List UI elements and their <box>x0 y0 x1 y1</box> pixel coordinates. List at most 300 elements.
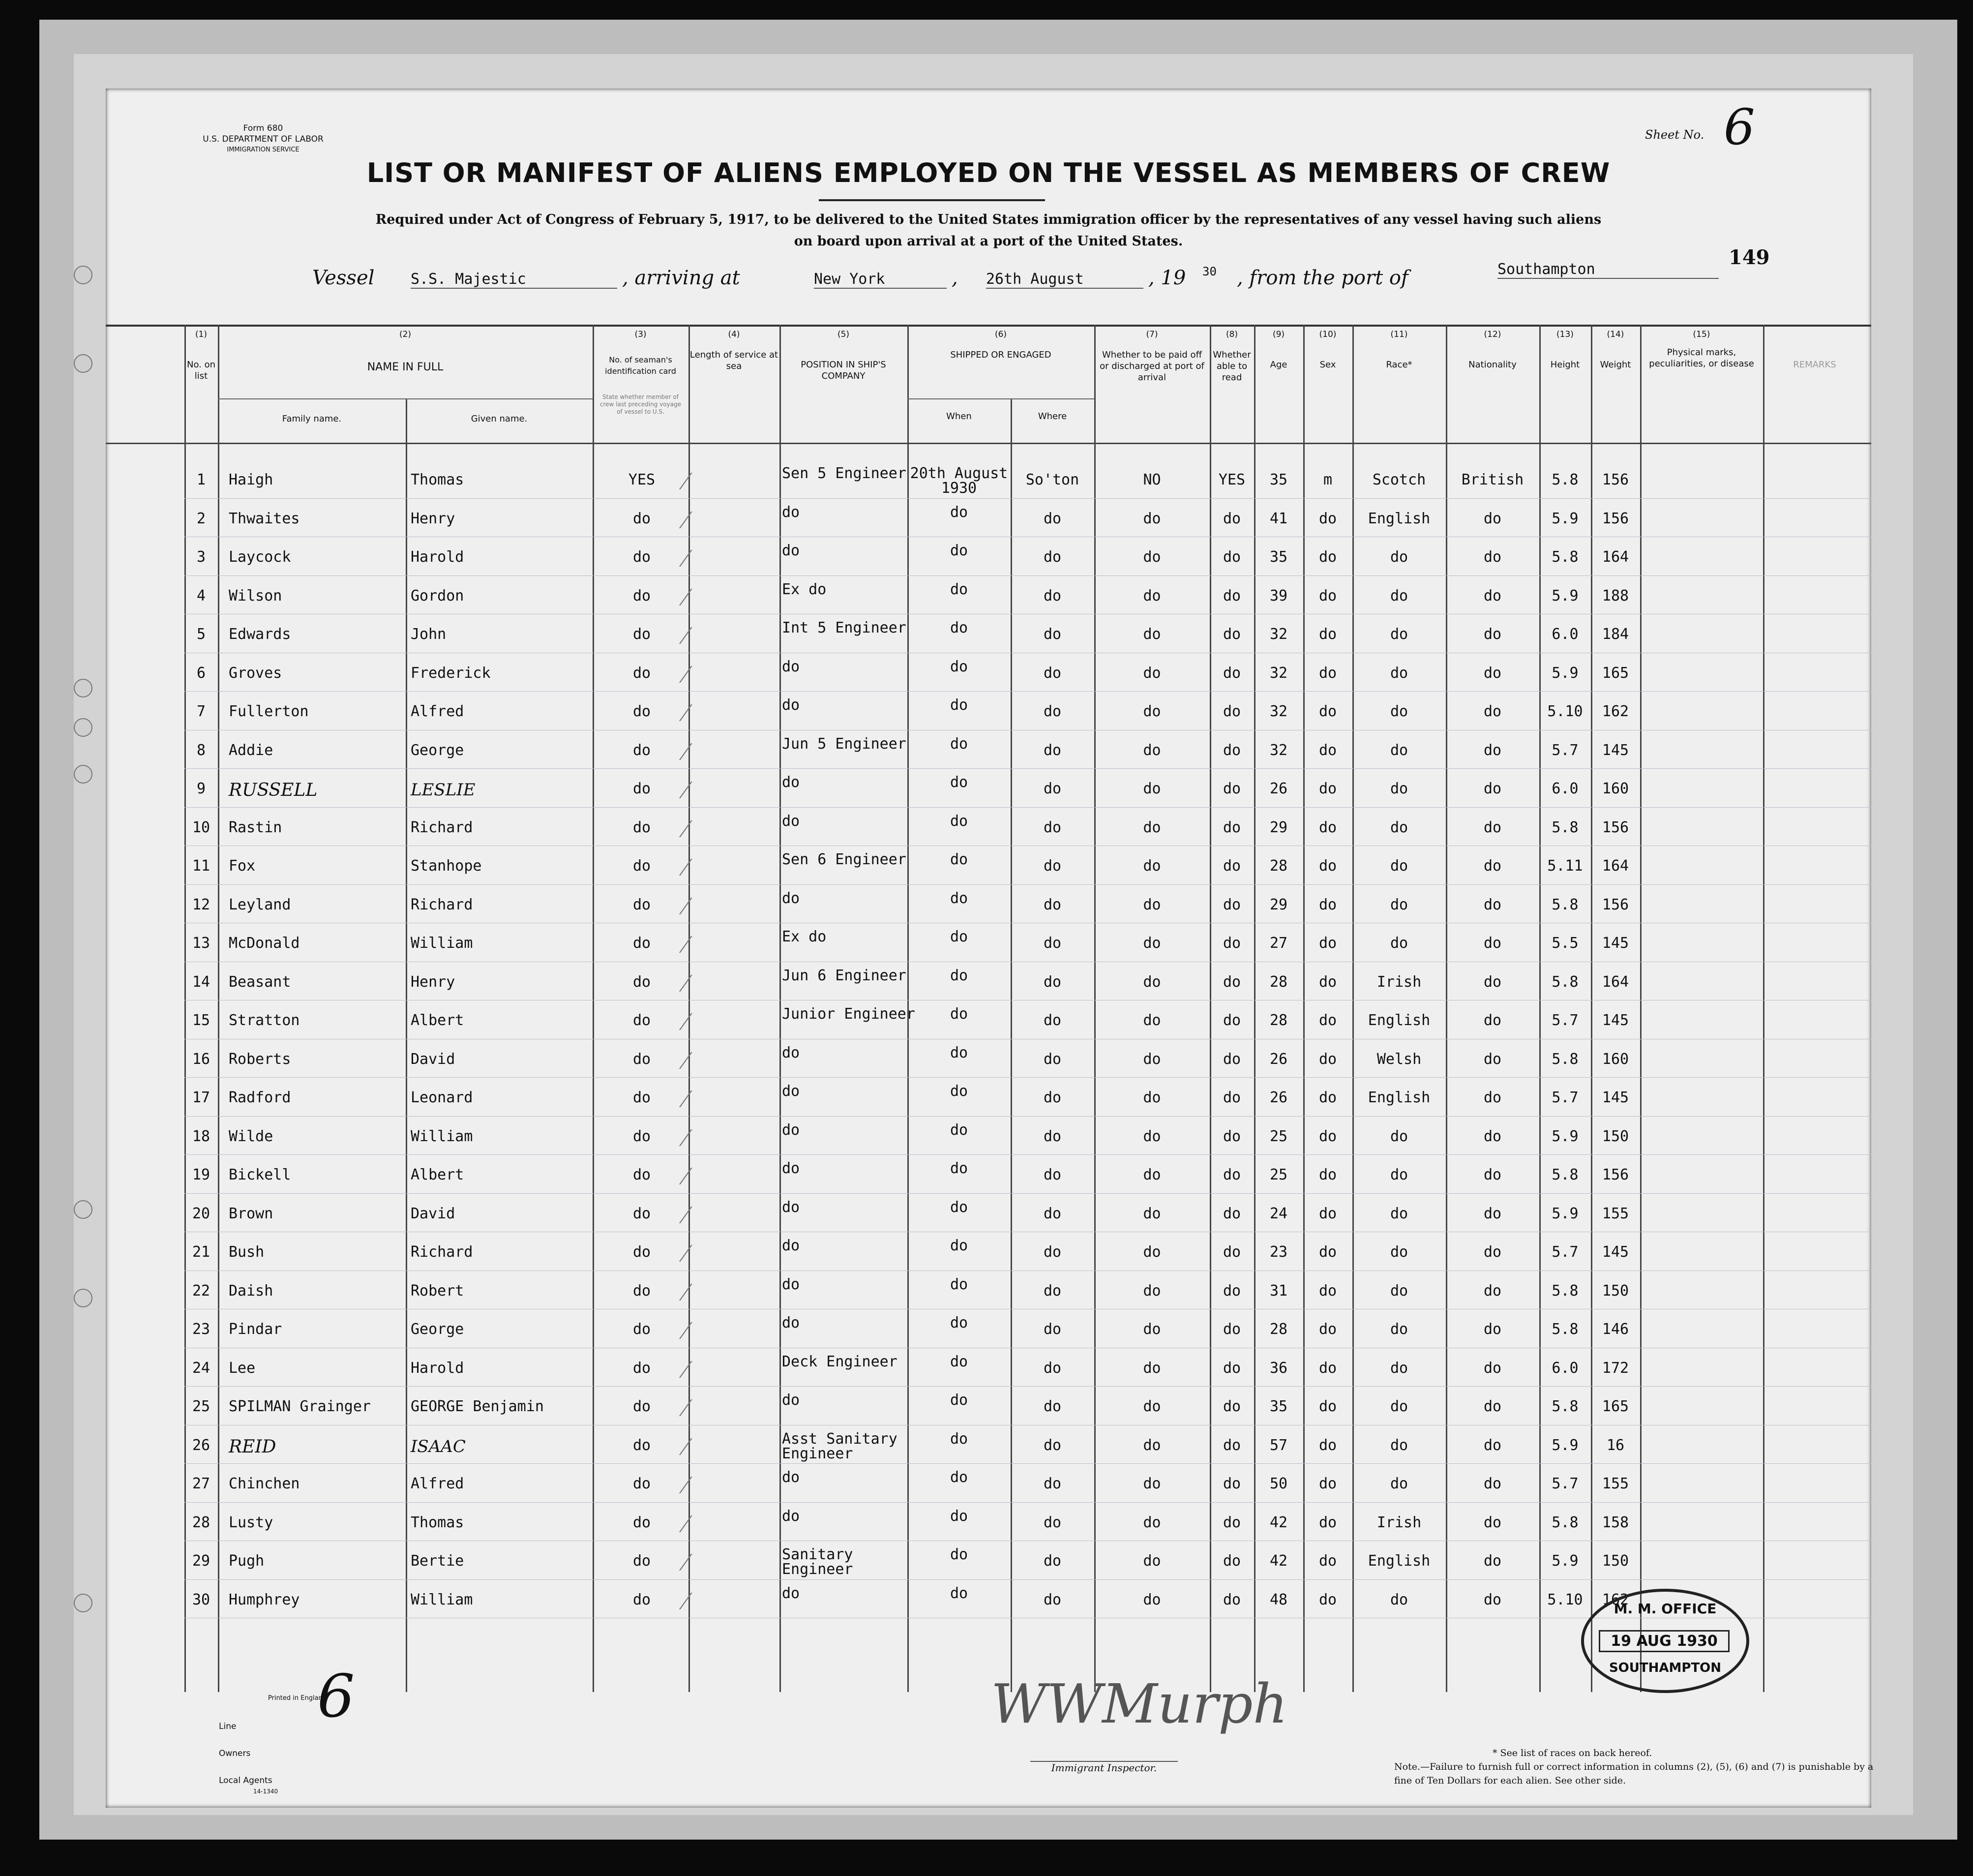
check-mark-icon: ⁄ <box>684 1431 688 1461</box>
header-position: POSITION IN SHIP'S COMPANY <box>801 360 886 381</box>
cell-when: do <box>950 1507 968 1525</box>
cell-given: Harold <box>411 548 464 566</box>
check-mark-icon: ⁄ <box>684 852 688 882</box>
cell-position: do <box>782 1198 800 1216</box>
check-mark-icon: ⁄ <box>684 698 688 727</box>
row-rule <box>184 1154 1871 1155</box>
cell-race: do <box>1390 1436 1408 1454</box>
comma: , <box>952 267 958 289</box>
cell-where: do <box>1043 1089 1062 1106</box>
cell-sex: do <box>1318 1591 1337 1608</box>
cell-given: Harold <box>411 1359 464 1377</box>
cell-paid: do <box>1143 1089 1161 1106</box>
cell-position: do <box>782 1469 800 1486</box>
row-rule <box>184 1193 1871 1194</box>
cell-position: do <box>782 1314 800 1331</box>
cell-sex: do <box>1318 1205 1337 1222</box>
cell-no: 11 <box>192 857 210 875</box>
cell-no: 18 <box>192 1127 210 1145</box>
cell-read: do <box>1223 548 1241 566</box>
cell-weight: 145 <box>1602 1243 1629 1261</box>
cell-weight: 150 <box>1602 1552 1629 1570</box>
footer-owners: Owners <box>219 1749 251 1758</box>
cell-race: Welsh <box>1376 1050 1422 1068</box>
cell-paid: do <box>1143 741 1161 759</box>
cell-given: GEORGE Benjamin <box>411 1398 544 1415</box>
cell-age: 24 <box>1269 1205 1288 1222</box>
cell-weight: 145 <box>1602 1089 1629 1106</box>
cell-when: do <box>950 1469 968 1486</box>
cell-family: Daish <box>229 1282 273 1300</box>
header-age: Age <box>1270 360 1287 370</box>
cell-family: Bickell <box>229 1166 291 1183</box>
header-card-note: State whether member of crew last preceding voyage of vessel to U.S. <box>599 393 682 415</box>
cell-given: William <box>411 1591 473 1608</box>
cell-given: Alfred <box>411 1475 464 1492</box>
cell-position: do <box>782 1044 800 1061</box>
cell-when: do <box>950 1044 968 1061</box>
cell-given: Richard <box>411 818 473 836</box>
check-mark-icon: ⁄ <box>684 1007 688 1036</box>
bottom-mark: 6 <box>317 1663 355 1731</box>
cell-when: do <box>950 1083 968 1100</box>
cell-where: do <box>1043 1513 1062 1531</box>
arriving-label: , arriving at <box>622 267 740 289</box>
cell-read: do <box>1223 1205 1241 1222</box>
cell-nationality: do <box>1483 818 1502 836</box>
cell-where: do <box>1043 587 1062 605</box>
cell-paid: do <box>1143 780 1161 797</box>
cell-where: do <box>1043 1012 1062 1029</box>
cell-when: do <box>950 696 968 714</box>
cell-paid: do <box>1143 935 1161 952</box>
cell-race: do <box>1390 1359 1408 1377</box>
cell-paid: do <box>1143 973 1161 991</box>
cell-where: do <box>1043 1050 1062 1068</box>
cell-nationality: do <box>1483 1205 1502 1222</box>
cell-position: Ex do <box>782 580 827 598</box>
cell-age: 39 <box>1269 587 1288 605</box>
cell-when: do <box>950 619 968 636</box>
cell-sex: do <box>1318 626 1337 643</box>
colnum: (11) <box>1390 330 1408 339</box>
cell-family: Thwaites <box>229 510 300 527</box>
manifest-sheet <box>106 89 1874 1808</box>
cell-read: do <box>1223 1050 1241 1068</box>
cell-given: William <box>411 935 473 952</box>
cell-height: 6.0 <box>1552 626 1579 643</box>
cell-weight: 146 <box>1602 1321 1629 1338</box>
cell-sex: do <box>1318 1282 1337 1300</box>
cell-family: Fullerton <box>229 703 309 720</box>
cell-sex: do <box>1318 818 1337 836</box>
footer-agents: Local Agents <box>219 1776 272 1785</box>
cell-where: do <box>1043 780 1062 797</box>
cell-height: 5.8 <box>1552 1513 1579 1531</box>
cell-family: McDonald <box>229 935 300 952</box>
cell-when: do <box>950 503 968 521</box>
punch-hole <box>74 354 92 373</box>
cell-family: Rastin <box>229 818 282 836</box>
cell-weight: 188 <box>1602 587 1629 605</box>
cell-position: Jun 5 Engineer <box>782 735 906 753</box>
cell-position: Ex do <box>782 928 827 945</box>
cell-sex: do <box>1318 510 1337 527</box>
cell-no: 14 <box>192 973 210 991</box>
check-mark-icon: ⁄ <box>684 1045 688 1075</box>
cell-family: Leyland <box>229 896 291 913</box>
cell-given: Gordon <box>411 587 464 605</box>
cell-height: 5.9 <box>1552 1205 1579 1222</box>
cell-weight: 156 <box>1602 818 1629 836</box>
cell-card: do <box>632 1243 651 1261</box>
cell-sex: do <box>1318 1436 1337 1454</box>
check-mark-icon: ⁄ <box>684 621 688 650</box>
cell-card: do <box>632 973 651 991</box>
cell-sex: m <box>1323 471 1333 488</box>
cell-weight: 165 <box>1602 1398 1629 1415</box>
voyage-row <box>312 261 1738 300</box>
header-card: No. of seaman's identification card <box>605 355 676 376</box>
cell-race: English <box>1368 510 1431 527</box>
cell-paid: do <box>1143 510 1161 527</box>
cell-weight: 158 <box>1602 1513 1629 1531</box>
cell-paid: do <box>1143 857 1161 875</box>
cell-age: 28 <box>1269 1321 1288 1338</box>
cell-age: 27 <box>1269 935 1288 952</box>
cell-position: Sanitary Engineer <box>782 1546 853 1578</box>
cell-paid: do <box>1143 1436 1161 1454</box>
cell-paid: do <box>1143 1398 1161 1415</box>
colnum: (5) <box>837 330 850 339</box>
cell-no: 24 <box>192 1359 210 1377</box>
cell-height: 6.0 <box>1552 1359 1579 1377</box>
cell-card: do <box>632 935 651 952</box>
cell-position: Deck Engineer <box>782 1353 897 1370</box>
cell-position: Jun 6 Engineer <box>782 967 906 984</box>
cell-race: do <box>1390 1398 1408 1415</box>
cell-no: 25 <box>192 1398 210 1415</box>
cell-when: do <box>950 1584 968 1602</box>
cell-age: 28 <box>1269 1012 1288 1029</box>
cell-height: 5.8 <box>1552 896 1579 913</box>
cell-paid: do <box>1143 1050 1161 1068</box>
cell-when: do <box>950 928 968 945</box>
cell-race: do <box>1390 1166 1408 1183</box>
punch-hole <box>74 718 92 737</box>
cell-where: do <box>1043 1166 1062 1183</box>
cell-race: do <box>1390 857 1408 875</box>
cell-family: Wilde <box>229 1127 273 1145</box>
row-rule <box>184 498 1871 499</box>
cell-family: Chinchen <box>229 1475 300 1492</box>
cell-where: do <box>1043 1475 1062 1492</box>
cell-no: 7 <box>196 703 206 720</box>
col-divider <box>593 325 594 1692</box>
header-name: NAME IN FULL <box>367 361 444 373</box>
cell-read: do <box>1223 857 1241 875</box>
cell-family: REID <box>229 1436 276 1457</box>
page-subtitle <box>106 209 1871 252</box>
col-divider <box>1640 325 1642 1692</box>
cell-sex: do <box>1318 1552 1337 1570</box>
cell-card: do <box>632 664 651 682</box>
check-mark-icon: ⁄ <box>684 1239 688 1268</box>
check-mark-icon: ⁄ <box>684 1547 688 1577</box>
cell-when: do <box>950 889 968 907</box>
header-family: Family name. <box>282 414 342 424</box>
cell-no: 13 <box>192 935 210 952</box>
check-mark-icon: ⁄ <box>684 466 688 496</box>
cell-paid: do <box>1143 818 1161 836</box>
stamp-bottom: SOUTHAMPTON <box>1609 1661 1722 1675</box>
cell-when: do <box>950 658 968 675</box>
cell-card: do <box>632 1552 651 1570</box>
cell-nationality: do <box>1483 1050 1502 1068</box>
cell-no: 9 <box>196 780 206 797</box>
check-mark-icon: ⁄ <box>684 775 688 805</box>
cell-card: do <box>632 1012 651 1029</box>
cell-race: Irish <box>1376 1513 1422 1531</box>
cell-height: 5.8 <box>1552 1166 1579 1183</box>
cell-no: 22 <box>192 1282 210 1300</box>
cell-when: 20th August 1930 <box>910 465 1008 497</box>
cell-nationality: do <box>1483 703 1502 720</box>
cell-nationality: do <box>1483 587 1502 605</box>
colnum: (1) <box>195 330 208 339</box>
cell-where: do <box>1043 1359 1062 1377</box>
vessel-label: Vessel <box>312 267 375 289</box>
cell-where: do <box>1043 626 1062 643</box>
colnum: (9) <box>1272 330 1285 339</box>
cell-sex: do <box>1318 1089 1337 1106</box>
cell-read: do <box>1223 1398 1241 1415</box>
manifest-table <box>106 325 1871 1692</box>
cell-height: 5.9 <box>1552 1552 1579 1570</box>
cell-race: do <box>1390 1205 1408 1222</box>
cell-height: 5.11 <box>1547 857 1583 875</box>
cell-paid: do <box>1143 587 1161 605</box>
cell-race: Irish <box>1376 973 1422 991</box>
cell-nationality: do <box>1483 1282 1502 1300</box>
header-height: Height <box>1550 360 1580 370</box>
cell-sex: do <box>1318 548 1337 566</box>
cell-read: do <box>1223 1089 1241 1106</box>
cell-age: 41 <box>1269 510 1288 527</box>
cell-nationality: do <box>1483 1089 1502 1106</box>
header-length: Length of service at sea <box>689 350 778 371</box>
cell-position: do <box>782 1507 800 1525</box>
cell-no: 8 <box>196 741 206 759</box>
cell-where: do <box>1043 741 1062 759</box>
punch-hole <box>74 266 92 284</box>
cell-when: do <box>950 967 968 984</box>
subtitle-line-1: Required under Act of Congress of February 5, 1917, to be delivered to the United States immigration officer by the representatives of any vessel having such aliens <box>375 212 1602 227</box>
cell-paid: do <box>1143 1012 1161 1029</box>
cell-height: 5.8 <box>1552 973 1579 991</box>
cell-sex: do <box>1318 741 1337 759</box>
cell-position: do <box>782 812 800 830</box>
check-mark-icon: ⁄ <box>684 582 688 612</box>
cell-weight: 160 <box>1602 780 1629 797</box>
cell-race: Scotch <box>1372 471 1426 488</box>
cell-position: do <box>782 1275 800 1293</box>
cell-position: do <box>782 1083 800 1100</box>
cell-where: do <box>1043 896 1062 913</box>
cell-weight: 172 <box>1602 1359 1629 1377</box>
cell-position: do <box>782 696 800 714</box>
cell-height: 5.9 <box>1552 587 1579 605</box>
cell-position: do <box>782 1121 800 1139</box>
cell-paid: do <box>1143 1475 1161 1492</box>
name-subrule <box>218 398 593 399</box>
cell-when: do <box>950 774 968 791</box>
cell-where: do <box>1043 548 1062 566</box>
cell-card: do <box>632 510 651 527</box>
colnum: (13) <box>1556 330 1574 339</box>
cell-race: do <box>1390 1243 1408 1261</box>
cell-family: Pindar <box>229 1321 282 1338</box>
cell-age: 28 <box>1269 973 1288 991</box>
from-label: , from the port of <box>1237 267 1408 289</box>
cell-when: do <box>950 851 968 868</box>
table-top-rule <box>106 325 1871 327</box>
cell-card: do <box>632 587 651 605</box>
from-port: Southampton <box>1497 261 1719 279</box>
colnum: (12) <box>1484 330 1501 339</box>
cell-age: 57 <box>1269 1436 1288 1454</box>
cell-sex: do <box>1318 664 1337 682</box>
cell-race: do <box>1390 664 1408 682</box>
cell-family: Bush <box>229 1243 265 1261</box>
cell-age: 35 <box>1269 548 1288 566</box>
cell-read: do <box>1223 1166 1241 1183</box>
cell-family: Lee <box>229 1359 256 1377</box>
row-rule <box>184 768 1871 769</box>
cell-no: 4 <box>196 587 206 605</box>
header-shipped: SHIPPED OR ENGAGED <box>950 350 1051 360</box>
cell-where: do <box>1043 664 1062 682</box>
cell-family: Pugh <box>229 1552 265 1570</box>
cell-given: Thomas <box>411 1513 464 1531</box>
cell-position: Int 5 Engineer <box>782 619 906 636</box>
cell-weight: 165 <box>1602 664 1629 682</box>
cell-given: Robert <box>411 1282 464 1300</box>
cell-family: Groves <box>229 664 282 682</box>
check-mark-icon: ⁄ <box>684 968 688 998</box>
cell-position: Sen 6 Engineer <box>782 851 906 868</box>
cell-race: do <box>1390 780 1408 797</box>
cell-position: Asst Sanitary Engineer <box>782 1430 897 1462</box>
cell-no: 15 <box>192 1012 210 1029</box>
cell-given: Henry <box>411 510 455 527</box>
cell-given: Albert <box>411 1012 464 1029</box>
cell-race: do <box>1390 1475 1408 1492</box>
cell-when: do <box>950 1430 968 1448</box>
cell-card: do <box>632 548 651 566</box>
year-suffix: 30 <box>1202 265 1217 278</box>
cell-given: Alfred <box>411 703 464 720</box>
cell-no: 3 <box>196 548 206 566</box>
col-divider <box>218 325 219 1692</box>
check-mark-icon: ⁄ <box>684 1161 688 1191</box>
cell-family: Humphrey <box>229 1591 300 1608</box>
vessel-name: S.S. Majestic <box>411 271 617 289</box>
cell-position: do <box>782 542 800 559</box>
cell-weight: 164 <box>1602 857 1629 875</box>
cell-card: do <box>632 626 651 643</box>
cell-family: Roberts <box>229 1050 291 1068</box>
cell-no: 12 <box>192 896 210 913</box>
cell-paid: do <box>1143 548 1161 566</box>
cell-sex: do <box>1318 1513 1337 1531</box>
cell-sex: do <box>1318 1359 1337 1377</box>
cell-nationality: do <box>1483 1166 1502 1183</box>
cell-read: do <box>1223 1359 1241 1377</box>
cell-card: do <box>632 1089 651 1106</box>
cell-age: 35 <box>1269 471 1288 488</box>
header-given: Given name. <box>471 414 528 424</box>
header-weight: Weight <box>1600 360 1631 370</box>
colnum: (14) <box>1607 330 1624 339</box>
row-rule <box>184 807 1871 808</box>
cell-weight: 150 <box>1602 1282 1629 1300</box>
cell-when: do <box>950 1353 968 1370</box>
cell-read: do <box>1223 1243 1241 1261</box>
cell-read: do <box>1223 664 1241 682</box>
cell-given: Richard <box>411 1243 473 1261</box>
cell-card: do <box>632 1359 651 1377</box>
cell-age: 28 <box>1269 857 1288 875</box>
cell-sex: do <box>1318 973 1337 991</box>
cell-sex: do <box>1318 1398 1337 1415</box>
cell-given: David <box>411 1205 455 1222</box>
cell-card: do <box>632 1050 651 1068</box>
cell-height: 5.7 <box>1552 741 1579 759</box>
cell-when: do <box>950 812 968 830</box>
cell-no: 29 <box>192 1552 210 1570</box>
cell-no: 28 <box>192 1513 210 1531</box>
cell-no: 23 <box>192 1321 210 1338</box>
cell-weight: 145 <box>1602 935 1629 952</box>
cell-paid: do <box>1143 1513 1161 1531</box>
cell-given: Thomas <box>411 471 464 488</box>
cell-sex: do <box>1318 1127 1337 1145</box>
cell-age: 25 <box>1269 1166 1288 1183</box>
cell-position: do <box>782 503 800 521</box>
cell-paid: do <box>1143 1321 1161 1338</box>
cell-age: 48 <box>1269 1591 1288 1608</box>
cell-where: do <box>1043 973 1062 991</box>
cell-height: 5.5 <box>1552 935 1579 952</box>
cell-given: Leonard <box>411 1089 473 1106</box>
cell-paid: do <box>1143 1359 1161 1377</box>
footnote-star: * See list of races on back hereof. <box>1493 1748 1652 1758</box>
cell-height: 5.9 <box>1552 1127 1579 1145</box>
cell-card: do <box>632 703 651 720</box>
cell-height: 5.8 <box>1552 1050 1579 1068</box>
cell-read: do <box>1223 1513 1241 1531</box>
footnote-text: Note.—Failure to furnish full or correct information in columns (2), (5), (6) and (7) is punishable by a fine of Ten Dollars for each alien. See other side. <box>1394 1761 1874 1786</box>
cell-when: do <box>950 1546 968 1563</box>
form-service: IMMIGRATION SERVICE <box>227 146 299 153</box>
cell-weight: 164 <box>1602 548 1629 566</box>
colnum: (10) <box>1319 330 1337 339</box>
cell-position: do <box>782 889 800 907</box>
cell-where: do <box>1043 1282 1062 1300</box>
cell-given: ISAAC <box>411 1436 466 1456</box>
cell-read: do <box>1223 1475 1241 1492</box>
